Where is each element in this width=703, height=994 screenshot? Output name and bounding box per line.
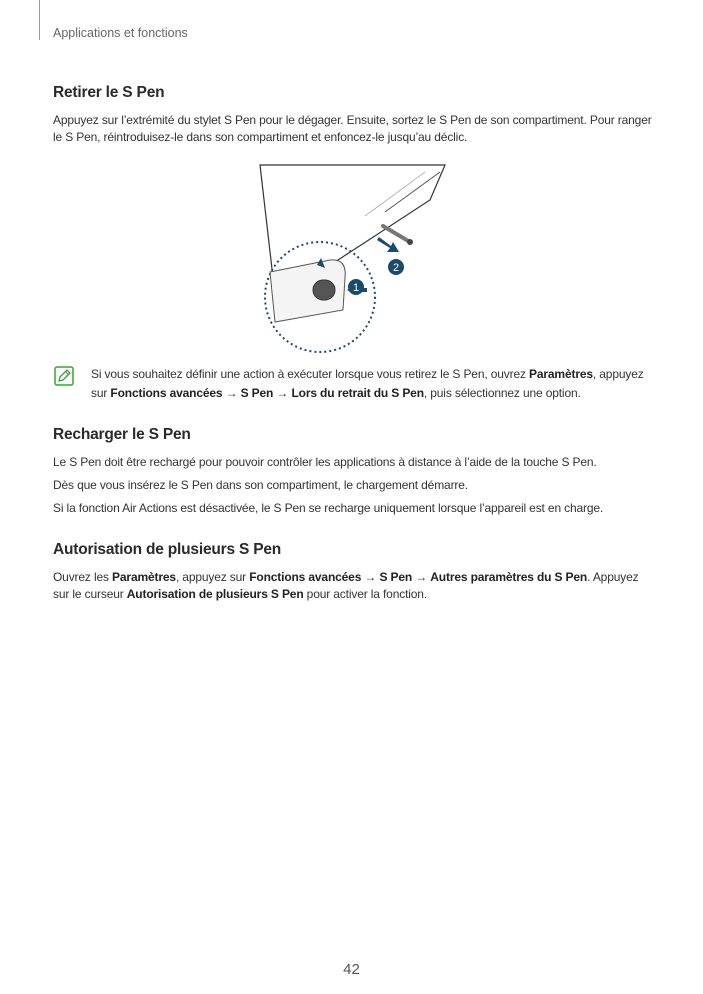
charge-paragraph-3: Si la fonction Air Actions est désactivée, le S Pen se recharge uniquement lorsque l’appareil est en charge. bbox=[53, 501, 604, 515]
multi-text-2: , appuyez sur bbox=[175, 570, 250, 584]
note-text-1: Si vous souhaitez définir une action à exécuter lorsque vous retirez le S Pen, ouvrez bbox=[91, 367, 530, 381]
section-header: Applications et fonctions bbox=[53, 26, 188, 40]
note-advanced-features: Fonctions avancées bbox=[110, 386, 223, 400]
note-pencil-icon bbox=[54, 366, 74, 386]
multi-text-3: . Appuyez sur le curseur bbox=[53, 570, 639, 601]
multi-other-settings: Autres paramètres du S Pen bbox=[430, 570, 588, 584]
header-divider bbox=[39, 0, 40, 40]
note-arrow-2: → bbox=[273, 386, 292, 400]
heading-charge-s-pen: Recharger le S Pen bbox=[53, 426, 191, 443]
charge-paragraph-2: Dès que vous insérez le S Pen dans son compartiment, le chargement démarre. bbox=[53, 478, 468, 492]
multi-settings: Paramètres bbox=[112, 570, 176, 584]
multi-advanced-features: Fonctions avancées bbox=[249, 570, 362, 584]
note-text-3: , puis sélectionnez une option. bbox=[423, 386, 581, 400]
step-1-label: 1 bbox=[352, 282, 360, 294]
multi-s-pen: S Pen bbox=[379, 570, 413, 584]
note-text bbox=[91, 365, 651, 403]
multi-arrow-1: → bbox=[361, 570, 380, 584]
remove-paragraph: Appuyez sur l’extrémité du stylet S Pen pour le dégager. Ensuite, sortez le S Pen de son compartiment. Pour ranger le S Pen, réintroduisez-le dans son compartiment et enfoncez-le jusqu’au déclic. bbox=[53, 113, 652, 144]
multi-text-1: Ouvrez les bbox=[53, 570, 113, 584]
note-on-removal: Lors du retrait du S Pen bbox=[291, 386, 424, 400]
note-arrow-1: → bbox=[222, 386, 241, 400]
charge-paragraph-1: Le S Pen doit être rechargé pour pouvoir contrôler les applications à distance à l’aide de la touche S Pen. bbox=[53, 455, 597, 469]
multi-text-4: pour activer la fonction. bbox=[303, 587, 428, 601]
note-s-pen: S Pen bbox=[240, 386, 274, 400]
heading-multiple-s-pen: Autorisation de plusieurs S Pen bbox=[53, 541, 282, 558]
page-number: 42 bbox=[343, 961, 360, 978]
multi-arrow-2: → bbox=[412, 570, 431, 584]
note-text-2: , appuyez sur bbox=[91, 367, 644, 400]
multi-paragraph bbox=[53, 569, 643, 603]
heading-remove-s-pen: Retirer le S Pen bbox=[53, 84, 165, 101]
step-2-label: 2 bbox=[392, 262, 400, 274]
note-settings: Paramètres bbox=[529, 367, 593, 381]
s-pen-removal-illustration bbox=[255, 160, 455, 360]
multi-allow-multiple: Autorisation de plusieurs S Pen bbox=[126, 587, 304, 601]
